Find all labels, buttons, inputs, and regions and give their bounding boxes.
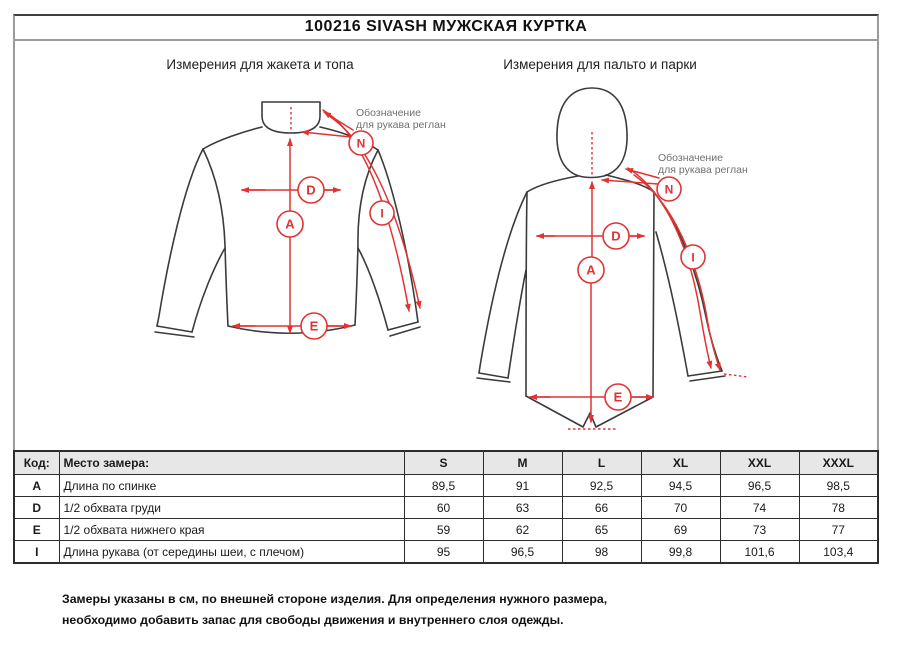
footnote-line1: Замеры указаны в см, по внешней стороне изделия. Для определения нужного размера, [62,592,608,606]
svg-text:N: N [664,182,674,197]
code-marker-a [277,211,303,237]
svg-text:A: A [586,262,596,278]
raglan-annotation-right [658,152,748,176]
right-diagram-label: Измерения для пальто и парки [503,57,697,72]
size-value-cell: 89,5 [404,475,483,497]
row-code: D [14,497,59,519]
header-size-m: M [483,451,562,475]
size-value-cell: 74 [720,497,799,519]
size-value-cell: 96,5 [483,541,562,564]
code-marker-d [603,223,629,249]
footnote [62,589,662,631]
svg-text:D: D [611,228,621,244]
svg-text:N: N [356,136,366,151]
svg-text:A: A [285,216,295,232]
size-value-cell: 77 [799,519,878,541]
left-diagram-label: Измерения для жакета и топа [166,57,354,72]
row-label: Длина по спинке [59,475,404,497]
svg-text:E: E [613,389,623,405]
code-marker-d [298,177,324,203]
size-value-cell: 70 [641,497,720,519]
row-label: 1/2 обхвата груди [59,497,404,519]
table-row [14,497,878,519]
size-value-cell: 98 [562,541,641,564]
raglan-annotation-line1: Обозначение [658,152,723,164]
size-value-cell: 78 [799,497,878,519]
code-marker-n [657,177,681,201]
header-size-xl: XL [641,451,720,475]
header-size-xxxl: XXXL [799,451,878,475]
header-code: Код: [14,451,59,475]
size-value-cell: 62 [483,519,562,541]
size-value-cell: 91 [483,475,562,497]
svg-text:E: E [309,318,319,334]
raglan-annotation-line1: Обозначение [356,107,421,119]
row-label: Длина рукава (от середины шеи, с плечом) [59,541,404,564]
size-value-cell: 66 [562,497,641,519]
size-value-cell: 92,5 [562,475,641,497]
raglan-sleeve-line [628,168,748,377]
size-value-cell: 95 [404,541,483,564]
header-size-l: L [562,451,641,475]
size-value-cell: 63 [483,497,562,519]
size-value-cell: 98,5 [799,475,878,497]
raglan-pointer-arrows [302,112,353,137]
header-size-s: S [404,451,483,475]
size-table-header-row [14,451,878,475]
row-code: A [14,475,59,497]
svg-text:D: D [306,182,316,198]
coat-diagram [450,80,770,450]
header-size-xxl: XXL [720,451,799,475]
size-table [13,450,879,564]
svg-text:I: I [691,250,695,265]
raglan-annotation-line2: для рукава реглан [356,119,446,131]
code-marker-n [349,131,373,155]
row-code: E [14,519,59,541]
size-value-cell: 60 [404,497,483,519]
code-marker-e [301,313,327,339]
raglan-annotation-line2: для рукава реглан [658,164,748,176]
size-value-cell: 69 [641,519,720,541]
svg-text:I: I [380,206,384,221]
raglan-annotation-left [356,107,446,131]
row-label: 1/2 обхвата нижнего края [59,519,404,541]
size-value-cell: 103,4 [799,541,878,564]
code-marker-a [578,257,604,283]
footnote-line2: необходимо добавить запас для свободы движения и внутреннего слоя одежды. [62,613,564,627]
size-value-cell: 65 [562,519,641,541]
table-row [14,519,878,541]
size-value-cell: 96,5 [720,475,799,497]
code-marker-i [681,245,705,269]
header-place: Место замера: [59,451,404,475]
size-value-cell: 59 [404,519,483,541]
size-value-cell: 99,8 [641,541,720,564]
code-marker-i [370,201,394,225]
row-code: I [14,541,59,564]
table-row [14,475,878,497]
table-row [14,541,878,564]
code-marker-e [605,384,631,410]
page-title: 100216 SIVASH МУЖСКАЯ КУРТКА [13,14,879,41]
size-value-cell: 101,6 [720,541,799,564]
size-value-cell: 73 [720,519,799,541]
size-value-cell: 94,5 [641,475,720,497]
